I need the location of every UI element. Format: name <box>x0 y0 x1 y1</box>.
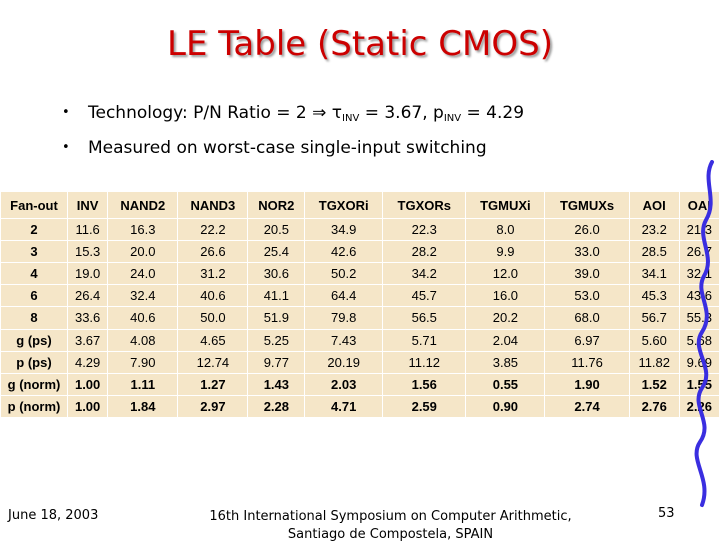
table-header-row <box>1 192 720 219</box>
table-cell: 11.6 <box>68 219 108 241</box>
row-label-cell: p (ps) <box>1 351 68 373</box>
table-cell: 1.43 <box>248 373 305 395</box>
table-cell: 15.3 <box>68 241 108 263</box>
table-cell: 2.04 <box>466 329 545 351</box>
bullet-dot-icon: • <box>62 140 70 155</box>
table-cell: 11.82 <box>629 351 679 373</box>
table-cell: 5.25 <box>248 329 305 351</box>
bullet-list <box>62 98 682 163</box>
le-table <box>0 191 720 418</box>
table-cell: 0.90 <box>466 395 545 417</box>
header-tgxors: TGXORs <box>383 192 466 219</box>
tau-subscript: INV <box>342 113 360 124</box>
table-cell: 12.74 <box>178 351 248 373</box>
table-cell: 26.4 <box>68 285 108 307</box>
bullet-technology-mid: = 3.67, p <box>359 103 444 123</box>
table-cell: 2.97 <box>178 395 248 417</box>
table-cell: 41.1 <box>248 285 305 307</box>
table-cell: 4.08 <box>108 329 178 351</box>
table-cell: 34.2 <box>383 263 466 285</box>
table-cell: 1.11 <box>108 373 178 395</box>
footer-date: June 18, 2003 <box>8 508 99 523</box>
table-cell: 45.7 <box>383 285 466 307</box>
table-cell: 32.1 <box>679 263 719 285</box>
table-cell: 12.0 <box>466 263 545 285</box>
table-body <box>1 219 720 418</box>
table-cell: 5.71 <box>383 329 466 351</box>
header-fan-out: Fan-out <box>1 192 68 219</box>
bullet-technology <box>62 98 682 133</box>
le-table-container <box>0 191 720 418</box>
table-cell: 79.8 <box>305 307 383 329</box>
table-cell: 26.0 <box>545 219 629 241</box>
slide-title: LE Table (Static CMOS) <box>167 24 553 64</box>
header-aoi: AOI <box>629 192 679 219</box>
row-label-cell: g (ps) <box>1 329 68 351</box>
table-cell: 6.97 <box>545 329 629 351</box>
table-cell: 1.00 <box>68 395 108 417</box>
table-cell: 31.2 <box>178 263 248 285</box>
table-cell: 1.56 <box>383 373 466 395</box>
table-cell: 5.60 <box>629 329 679 351</box>
table-cell: 22.2 <box>178 219 248 241</box>
p-subscript: INV <box>443 113 462 124</box>
table-cell: 40.6 <box>178 285 248 307</box>
table-cell: 50.0 <box>178 307 248 329</box>
table-cell: 4.71 <box>305 395 383 417</box>
table-cell: 22.3 <box>383 219 466 241</box>
footer-conference <box>198 508 583 544</box>
row-label-cell: p (norm) <box>1 395 68 417</box>
table-cell: 34.1 <box>629 263 679 285</box>
table-cell: 5.68 <box>679 329 719 351</box>
table-cell: 9.77 <box>248 351 305 373</box>
table-cell: 2.26 <box>679 395 719 417</box>
table-cell: 2.59 <box>383 395 466 417</box>
table-cell: 33.0 <box>545 241 629 263</box>
table-cell: 1.55 <box>679 373 719 395</box>
table-cell: 20.5 <box>248 219 305 241</box>
bullet-technology-prefix: Technology: P/N Ratio = 2 ⇒ τ <box>88 103 343 123</box>
table-cell: 51.9 <box>248 307 305 329</box>
table-cell: 50.2 <box>305 263 383 285</box>
row-label-cell: 2 <box>1 219 68 241</box>
table-cell: 1.90 <box>545 373 629 395</box>
table-cell: 0.55 <box>466 373 545 395</box>
slide-number: 53 <box>658 506 675 521</box>
bullet-measured-text: Measured on worst-case single-input switching <box>88 138 487 158</box>
table-cell: 68.0 <box>545 307 629 329</box>
bullet-technology-suffix: = 4.29 <box>461 103 525 123</box>
bullet-measured <box>62 133 682 163</box>
header-oai: OAI <box>679 192 719 219</box>
table-cell: 30.6 <box>248 263 305 285</box>
table-cell: 26.6 <box>178 241 248 263</box>
header-nand3: NAND3 <box>178 192 248 219</box>
table-row <box>1 219 720 241</box>
table-cell: 32.4 <box>108 285 178 307</box>
table-cell: 9.69 <box>679 351 719 373</box>
table-cell: 11.76 <box>545 351 629 373</box>
table-cell: 33.6 <box>68 307 108 329</box>
table-cell: 16.3 <box>108 219 178 241</box>
table-cell: 28.2 <box>383 241 466 263</box>
table-cell: 2.03 <box>305 373 383 395</box>
table-cell: 64.4 <box>305 285 383 307</box>
table-cell: 34.9 <box>305 219 383 241</box>
table-cell: 2.28 <box>248 395 305 417</box>
table-cell: 11.12 <box>383 351 466 373</box>
table-row <box>1 351 720 373</box>
table-cell: 56.5 <box>383 307 466 329</box>
header-nand2: NAND2 <box>108 192 178 219</box>
table-cell: 19.0 <box>68 263 108 285</box>
table-cell: 20.2 <box>466 307 545 329</box>
table-cell: 1.00 <box>68 373 108 395</box>
table-cell: 9.9 <box>466 241 545 263</box>
table-cell: 1.27 <box>178 373 248 395</box>
table-cell: 39.0 <box>545 263 629 285</box>
footer-conference-line2: Santiago de Compostela, SPAIN <box>287 527 494 542</box>
table-cell: 1.52 <box>629 373 679 395</box>
table-row <box>1 329 720 351</box>
table-cell: 20.19 <box>305 351 383 373</box>
table-row <box>1 373 720 395</box>
table-cell: 20.0 <box>108 241 178 263</box>
table-cell: 24.0 <box>108 263 178 285</box>
table-cell: 23.2 <box>629 219 679 241</box>
header-inv: INV <box>68 192 108 219</box>
table-cell: 21.3 <box>679 219 719 241</box>
header-tgmuxi: TGMUXi <box>466 192 545 219</box>
table-cell: 4.65 <box>178 329 248 351</box>
table-cell: 25.4 <box>248 241 305 263</box>
row-label-cell: 3 <box>1 241 68 263</box>
header-tgmuxs: TGMUXs <box>545 192 629 219</box>
table-cell: 53.0 <box>545 285 629 307</box>
table-cell: 3.85 <box>466 351 545 373</box>
table-cell: 45.3 <box>629 285 679 307</box>
bullet-dot-icon: • <box>62 105 70 120</box>
row-label-cell: 4 <box>1 263 68 285</box>
table-cell: 28.5 <box>629 241 679 263</box>
table-cell: 7.43 <box>305 329 383 351</box>
row-label-cell: 6 <box>1 285 68 307</box>
header-tgxori: TGXORi <box>305 192 383 219</box>
table-cell: 55.3 <box>679 307 719 329</box>
table-cell: 1.84 <box>108 395 178 417</box>
table-row <box>1 285 720 307</box>
table-cell: 56.7 <box>629 307 679 329</box>
table-cell: 16.0 <box>466 285 545 307</box>
table-cell: 4.29 <box>68 351 108 373</box>
table-cell: 3.67 <box>68 329 108 351</box>
table-cell: 40.6 <box>108 307 178 329</box>
table-cell: 8.0 <box>466 219 545 241</box>
table-cell: 43.6 <box>679 285 719 307</box>
table-cell: 7.90 <box>108 351 178 373</box>
header-nor2: NOR2 <box>248 192 305 219</box>
row-label-cell: 8 <box>1 307 68 329</box>
table-row <box>1 395 720 417</box>
table-cell: 2.74 <box>545 395 629 417</box>
table-cell: 26.7 <box>679 241 719 263</box>
table-cell: 2.76 <box>629 395 679 417</box>
table-row <box>1 241 720 263</box>
table-cell: 42.6 <box>305 241 383 263</box>
row-label-cell: g (norm) <box>1 373 68 395</box>
table-row <box>1 307 720 329</box>
table-row <box>1 263 720 285</box>
footer-conference-line1: 16th International Symposium on Computer Arithmetic, <box>209 509 572 524</box>
decorative-squiggle-icon <box>672 160 720 510</box>
